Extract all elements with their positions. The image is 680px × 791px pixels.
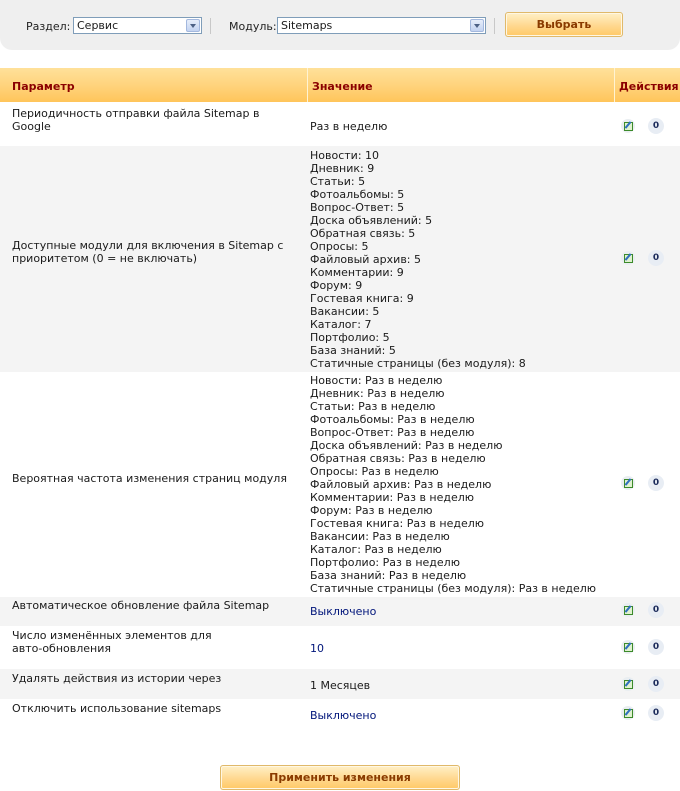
column-header-param: Параметр	[12, 80, 75, 93]
reset-button[interactable]: 0	[648, 475, 664, 491]
param-name: Доступные модули для включения в Sitemap с приоритетом (0 = не включать)	[12, 239, 284, 265]
param-name: Отключить использование sitemaps	[12, 702, 222, 715]
column-header-value: Значение	[312, 80, 373, 93]
param-value[interactable]: Выключено	[310, 605, 377, 618]
row-actions	[617, 639, 673, 655]
edit-icon[interactable]	[621, 603, 635, 617]
param-value: Новости: Раз в неделю Дневник: Раз в неделю Статьи: Раз в неделю Фотоальбомы: Раз в неделю Вопрос-Ответ: Раз в неделю Доска объявлений: Раз в неделю Обратная связь: Раз в неделю Опросы: Раз в неделю Файловый архив: Раз в неделю Комментарии: Раз в неделю Форум: Раз в неделю Гостевая книга: Раз в неделю Вакансии: Раз в неделю Каталог: Раз в неделю Портфолио: Раз в неделю База знаний: Раз в неделю Статичные страницы (без модуля): Раз в неделю	[310, 374, 597, 595]
table-row	[0, 372, 680, 597]
choose-button[interactable]: Выбрать	[505, 12, 623, 37]
module-label: Модуль:	[229, 20, 277, 33]
column-divider	[614, 68, 615, 102]
table-row	[0, 626, 680, 669]
param-value[interactable]: Выключено	[310, 709, 377, 722]
reset-button[interactable]: 0	[648, 676, 664, 692]
divider	[210, 18, 211, 34]
chevron-down-icon[interactable]	[470, 19, 484, 32]
table-row	[0, 699, 680, 729]
param-value[interactable]: 10	[310, 642, 324, 655]
table-header	[0, 68, 680, 102]
section-select-value: Сервис	[77, 19, 119, 32]
row-actions	[617, 676, 673, 692]
reset-button[interactable]: 0	[648, 250, 664, 266]
row-actions	[617, 475, 673, 491]
edit-icon[interactable]	[621, 640, 635, 654]
row-actions	[617, 250, 673, 266]
edit-icon[interactable]	[621, 251, 635, 265]
reset-button[interactable]: 0	[648, 602, 664, 618]
row-actions	[617, 705, 673, 721]
apply-changes-button[interactable]: Применить изменения	[220, 765, 460, 790]
reset-button[interactable]: 0	[648, 118, 664, 134]
table-row	[0, 669, 680, 699]
param-name: Число изменённых элементов для авто-обновления	[12, 629, 212, 655]
param-name: Автоматическое обновление файла Sitemap	[12, 599, 270, 612]
edit-icon[interactable]	[621, 677, 635, 691]
param-value: 1 Месяцев	[310, 679, 371, 692]
filter-bar	[0, 0, 680, 50]
reset-button[interactable]: 0	[648, 639, 664, 655]
param-name: Удалять действия из истории через	[12, 672, 222, 685]
table-row	[0, 146, 680, 372]
chevron-down-icon[interactable]	[186, 19, 200, 32]
row-actions	[617, 602, 673, 618]
row-actions	[617, 118, 673, 134]
edit-icon[interactable]	[621, 706, 635, 720]
module-select[interactable]	[277, 17, 486, 34]
reset-button[interactable]: 0	[648, 705, 664, 721]
module-select-value: Sitemaps	[281, 19, 333, 32]
param-name: Периодичность отправки файла Sitemap в Google	[12, 107, 260, 133]
param-value: Новости: 10 Дневник: 9 Статьи: 5 Фотоальбомы: 5 Вопрос-Ответ: 5 Доска объявлений: 5 Обратная связь: 5 Опросы: 5 Файловый архив: 5 Комментарии: 9 Форум: 9 Гостевая книга: 9 Вакансии: 5 Каталог: 7 Портфолио: 5 База знаний: 5 Статичные страницы (без модуля): 8	[310, 149, 526, 370]
divider	[494, 18, 495, 34]
table-row	[0, 102, 680, 146]
section-label: Раздел:	[26, 20, 71, 33]
param-name: Вероятная частота изменения страниц модуля	[12, 472, 287, 485]
column-divider	[307, 68, 308, 102]
param-value: Раз в неделю	[310, 120, 388, 133]
edit-icon[interactable]	[621, 119, 635, 133]
column-header-actions: Действия	[619, 80, 679, 93]
edit-icon[interactable]	[621, 476, 635, 490]
table-row	[0, 597, 680, 626]
section-select[interactable]	[73, 17, 202, 34]
